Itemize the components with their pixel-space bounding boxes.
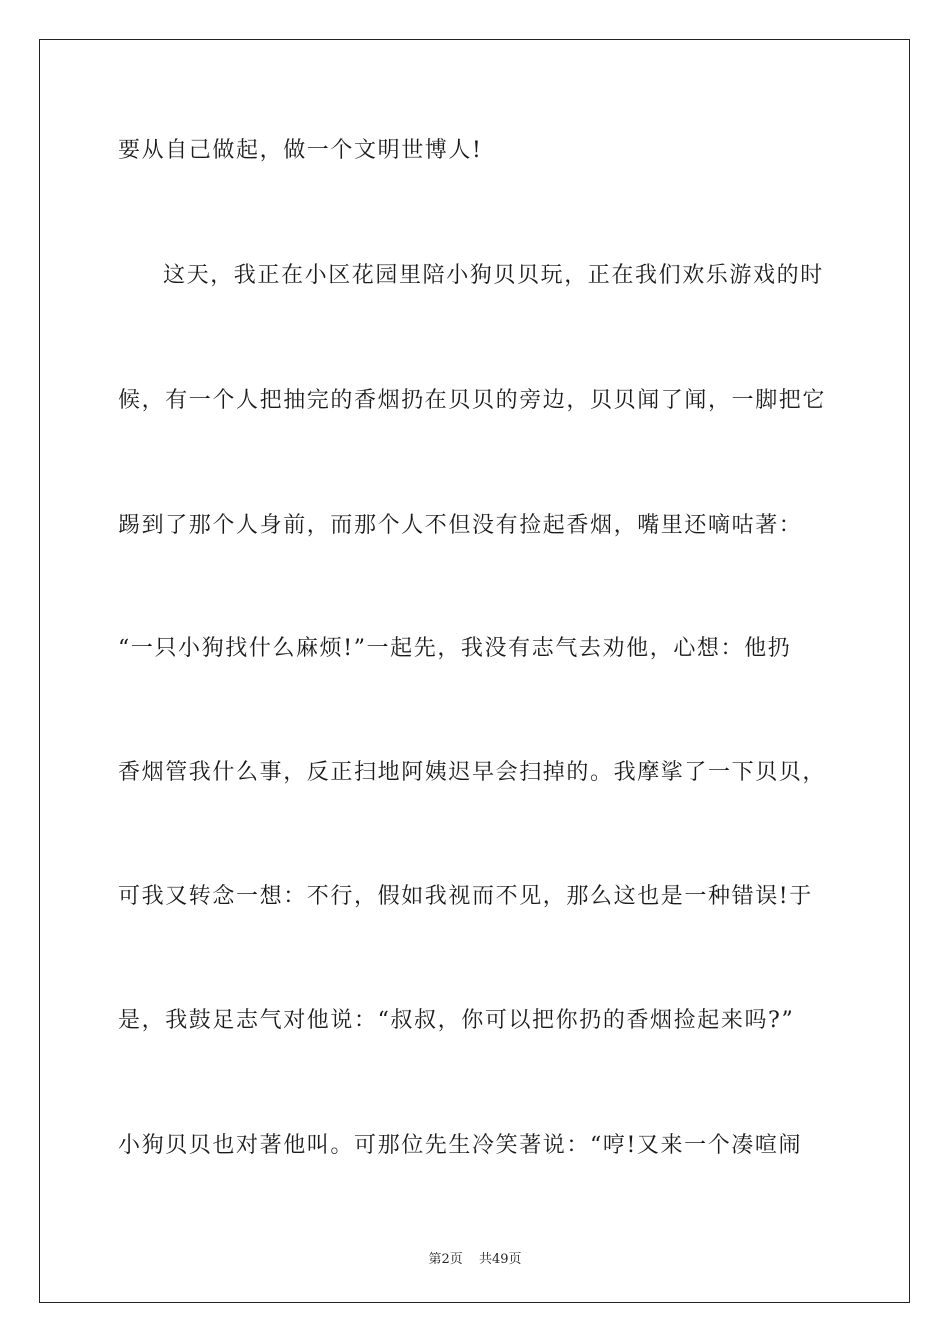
total-pages: 共49页 xyxy=(478,1252,522,1267)
page-footer xyxy=(0,1248,950,1267)
text-line-2: 这天，我正在小区花园里陪小狗贝贝玩，正在我们欢乐游戏的时 xyxy=(163,263,824,288)
text-line-3: 候，有一个人把抽完的香烟扔在贝贝的旁边，贝贝闻了闻，一脚把它 xyxy=(118,388,827,413)
text-line-9: 小狗贝贝也对著他叫。可那位先生冷笑著说：“哼!又来一个凑喧闹 xyxy=(118,1133,803,1158)
text-line-7: 可我又转念一想：不行，假如我视而不见，那么这也是一种错误!于 xyxy=(118,884,813,909)
text-line-4: 踢到了那个人身前，而那个人不但没有捡起香烟，嘴里还嘀咕著： xyxy=(118,513,803,538)
text-line-5: “一只小狗找什么麻烦!”一起先，我没有志气去劝他，心想：他扔 xyxy=(118,636,792,661)
page-number: 第2页 xyxy=(428,1252,463,1267)
text-line-6: 香烟管我什么事，反正扫地阿姨迟早会扫掉的。我摩挲了一下贝贝， xyxy=(118,760,827,785)
text-line-1: 要从自己做起，做一个文明世博人! xyxy=(118,138,483,163)
page-border xyxy=(39,39,910,1303)
text-line-8: 是，我鼓足志气对他说：“叔叔，你可以把你扔的香烟捡起来吗?” xyxy=(118,1008,795,1033)
